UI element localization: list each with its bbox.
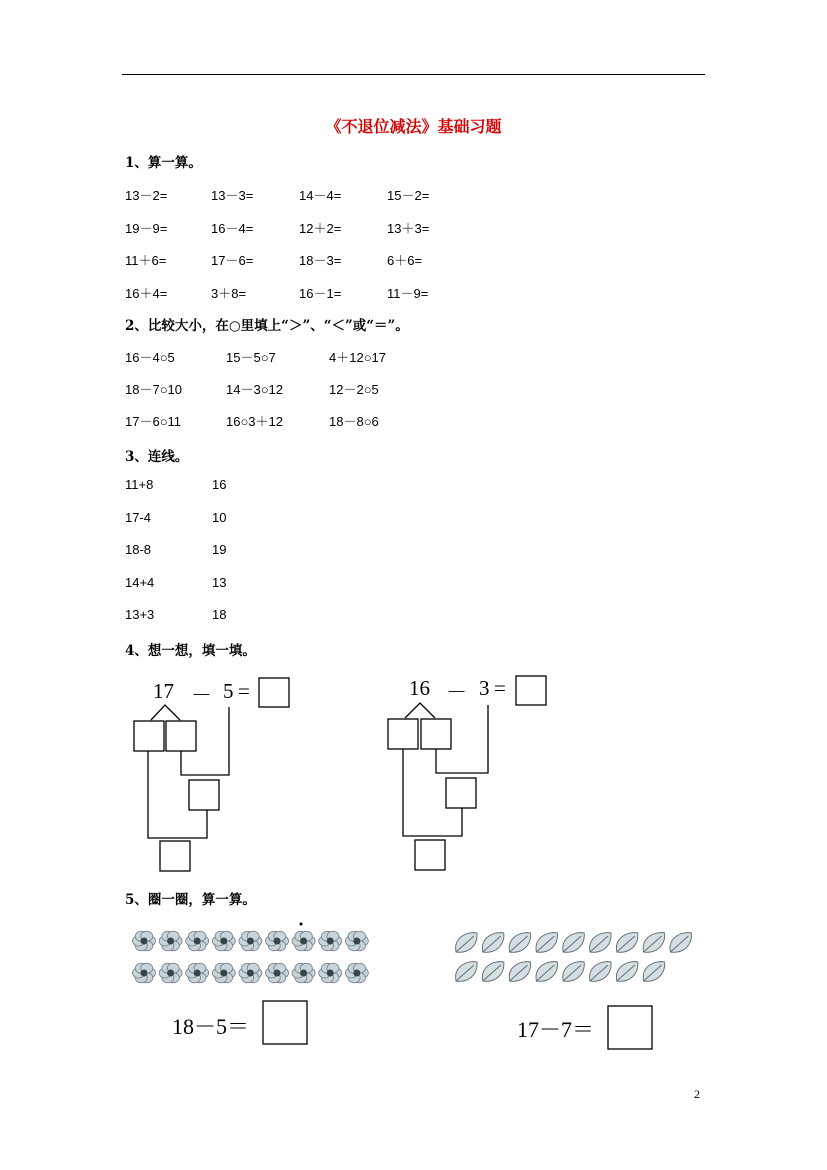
- q3-heading: 3、连线。: [125, 449, 189, 465]
- leaf-icon: [456, 933, 477, 953]
- q2-comparison: 15－5○7: [226, 350, 276, 365]
- final-box[interactable]: [160, 841, 190, 871]
- q1-expression: 17－6=: [211, 253, 254, 268]
- leaf-icon: [616, 933, 637, 953]
- q3-result: 10: [212, 509, 227, 525]
- q2-comparison: 16－4○5: [125, 350, 175, 365]
- q3-result: 16: [212, 477, 227, 492]
- flower-picture-group: [133, 931, 369, 983]
- flower-icon: [319, 931, 342, 951]
- flower-icon: [133, 963, 156, 983]
- page-number: 2: [694, 1087, 700, 1101]
- flower-icon: [345, 963, 368, 983]
- leaf-icon: [616, 962, 637, 982]
- partial-result-box[interactable]: [446, 778, 476, 808]
- q1-heading: 1、算一算。: [125, 155, 202, 171]
- q5-heading: 5、圈一圈，算一算。: [125, 892, 256, 908]
- q4-right-equals: =: [494, 676, 506, 700]
- q1-expression: 19－9=: [125, 220, 168, 236]
- q1-expression: 6＋6=: [387, 253, 423, 268]
- q1-expression: 3＋8=: [211, 285, 247, 301]
- split-box-2[interactable]: [421, 719, 451, 749]
- q2-comparison: 18－8○6: [329, 414, 379, 429]
- q1-expression: 13＋3=: [387, 220, 430, 236]
- q3-result: 19: [212, 542, 227, 557]
- flower-icon: [345, 931, 368, 951]
- leaf-icon: [643, 962, 664, 982]
- q2-comparison: 18－7○10: [125, 382, 183, 397]
- flower-icon: [319, 963, 342, 983]
- q1-expression: 11＋6=: [125, 253, 167, 268]
- leaf-icon: [563, 933, 584, 953]
- split-box-2[interactable]: [166, 721, 196, 751]
- answer-box[interactable]: [259, 678, 289, 707]
- q3-expression: 13+3: [125, 607, 155, 622]
- flower-icon: [292, 931, 315, 951]
- q1-expression: 15－2=: [387, 188, 430, 203]
- leaf-icon: [536, 962, 557, 982]
- leaf-icon: [482, 962, 503, 982]
- leaf-icon: [509, 962, 530, 982]
- q1-expression: 18－3=: [299, 253, 342, 268]
- partial-result-box[interactable]: [189, 780, 219, 810]
- leaf-picture-group: [456, 933, 692, 982]
- flower-icon: [159, 931, 182, 951]
- q1-expression: 16－4=: [211, 220, 254, 236]
- split-box-1[interactable]: [134, 721, 164, 751]
- q4-left-minuend: 17: [153, 679, 174, 703]
- q1-expression: 16－1=: [299, 285, 342, 301]
- q1-expression: 13－2=: [125, 188, 168, 203]
- q1-expression: 13－3=: [211, 188, 254, 203]
- q1-expression: 14－4=: [299, 188, 342, 203]
- flower-icon: [186, 931, 209, 951]
- q2-comparison: 17－6○11: [125, 414, 182, 429]
- final-box[interactable]: [415, 840, 445, 870]
- flower-icon: [159, 963, 182, 983]
- q3-expression: 14+4: [125, 574, 155, 590]
- q4-right-subtrahend: 3: [479, 676, 490, 700]
- q2-comparison: 4＋12○17: [329, 350, 387, 365]
- q4-heading: 4、想一想，填一填。: [125, 643, 256, 659]
- q2-comparison: 12－2○5: [329, 382, 379, 397]
- flower-icon: [212, 963, 235, 983]
- leaf-icon: [482, 933, 503, 953]
- q3-result: 18: [212, 607, 227, 622]
- q3-result: 13: [212, 574, 227, 590]
- flower-icon: [266, 931, 289, 951]
- leaf-icon: [563, 962, 584, 982]
- q4-right-operator: －: [446, 680, 467, 704]
- flower-icon: [186, 963, 209, 983]
- q5-equation-left: 18－5＝: [172, 1014, 250, 1039]
- q3-expression: 17-4: [125, 509, 152, 525]
- q4-left-equals: =: [238, 679, 250, 703]
- leaf-icon: [643, 933, 664, 953]
- q5-answer-box-right[interactable]: [608, 1006, 652, 1049]
- flower-icon: [239, 963, 262, 983]
- q1-expression: 16＋4=: [125, 285, 168, 301]
- flower-icon: [292, 963, 315, 983]
- flower-icon: [212, 931, 235, 951]
- q2-comparison: 14－3○12: [226, 382, 284, 397]
- q4-left-operator: －: [191, 683, 212, 707]
- q4-left-subtrahend: 5: [223, 679, 234, 703]
- q3-expression: 18-8: [125, 542, 152, 557]
- q1-expression: 12＋2=: [299, 220, 342, 236]
- stray-dot: [300, 923, 303, 926]
- flower-icon: [133, 931, 156, 951]
- leaf-icon: [590, 933, 611, 953]
- answer-box[interactable]: [516, 676, 546, 705]
- q2-heading: 2、比较大小，在○里填上“＞”、“＜”或“＝”。: [125, 318, 409, 334]
- q3-expression: 11+8: [125, 477, 154, 492]
- leaf-icon: [456, 962, 477, 982]
- page-title: 《不退位减法》基础习题: [325, 117, 502, 136]
- q4-right-minuend: 16: [409, 676, 430, 700]
- q2-comparison: 16○3＋12: [226, 414, 284, 429]
- split-box-1[interactable]: [388, 719, 418, 749]
- flower-icon: [266, 963, 289, 983]
- leaf-icon: [536, 933, 557, 953]
- flower-icon: [239, 931, 262, 951]
- leaf-icon: [509, 933, 530, 953]
- q5-equation-right: 17－7＝: [517, 1017, 595, 1042]
- leaf-icon: [670, 933, 691, 953]
- leaf-icon: [590, 962, 611, 982]
- q5-answer-box-left[interactable]: [263, 1001, 307, 1044]
- q1-expression: 11－9=: [387, 285, 429, 301]
